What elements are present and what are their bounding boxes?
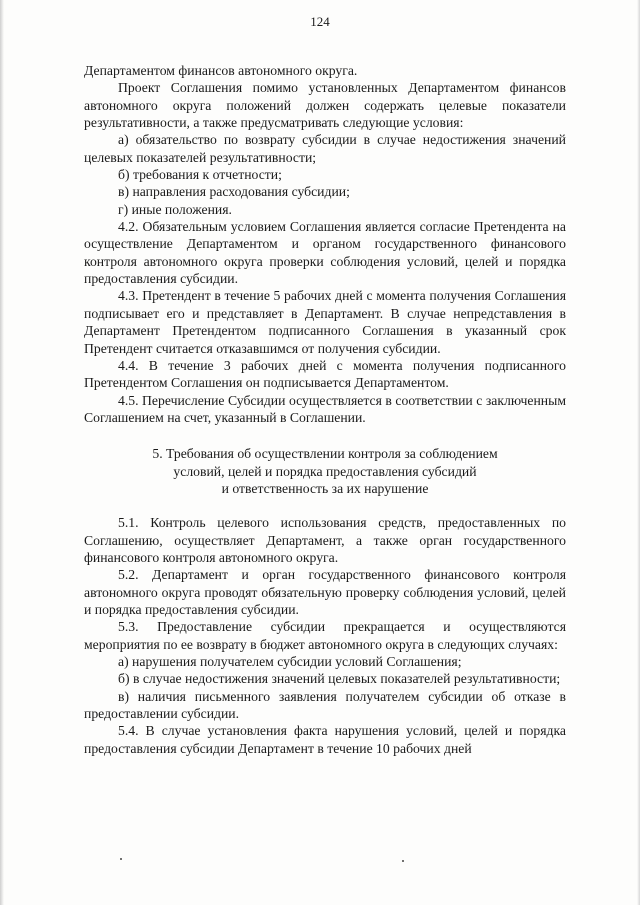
list-item: в) направления расходования субсидии; bbox=[118, 184, 350, 200]
paragraph: 4.4. В течение 3 рабочих дней с момента получения подписанного Претендентом Соглашения он подписывается Департаментом. bbox=[84, 357, 566, 391]
paragraph: 5.2. Департамент и орган государственного финансового контроля автономного округа проводят обязательную проверку соблюдения условий, целей и порядка предоставления субсидии. bbox=[84, 567, 566, 617]
list-item: а) нарушения получателем субсидии условий Соглашения; bbox=[118, 654, 462, 669]
scan-speck bbox=[402, 860, 404, 862]
list-item: а) обязательство по возврату субсидии в случае недостижения значений целевых показателей результативности; bbox=[84, 132, 566, 165]
paragraph: Департаментом финансов автономного округа. bbox=[84, 63, 358, 78]
section-heading-line: 5. Требования об осуществлении контроля за соблюдением bbox=[152, 446, 498, 462]
scan-speck bbox=[120, 858, 122, 860]
paragraph: 5.1. Контроль целевого использования средств, предоставленных по Соглашению, осуществляет Департамент, а также орган государственного финансового контроля автономного округа. bbox=[84, 515, 566, 565]
document-body bbox=[84, 62, 566, 757]
paragraph: 5.3. Предоставление субсидии прекращается и осуществляются мероприятия по ее возврату в бюджет автономного округа в следующих случаях: bbox=[84, 619, 566, 652]
page-number: 124 bbox=[310, 14, 330, 29]
list-item: б) требования к отчетности; bbox=[118, 167, 282, 183]
paragraph: 4.5. Перечисление Субсидии осуществляется в соответствии с заключенным Соглашением на счет, указанный в Соглашении. bbox=[84, 392, 566, 425]
section-heading-line: условий, целей и порядка предоставления субсидий bbox=[173, 463, 477, 479]
list-item: в) наличия письменного заявления получателем субсидии об отказе в предоставлении субсидии. bbox=[84, 688, 566, 722]
paragraphs-bottom bbox=[84, 514, 566, 757]
paragraph: 4.2. Обязательным условием Соглашения является согласие Претендента на осуществление Департаментом и органом государственного финансового контроля автономного округа проверки соблюдения условий, целей и порядка предоставления субсидии. bbox=[84, 219, 566, 287]
section-heading-line: и ответственность за их нарушение bbox=[221, 480, 429, 496]
paragraphs-top bbox=[84, 62, 566, 426]
list-item: б) в случае недостижения значений целевых показателей результативности; bbox=[118, 671, 561, 687]
paragraph: Проект Соглашения помимо установленных Департаментом финансов автономного округа положений должен содержать целевые показатели результативности, а также предусматривать следующие условия: bbox=[84, 80, 566, 131]
list-item: г) иные положения. bbox=[118, 201, 232, 217]
scan-edge-left bbox=[0, 0, 4, 905]
paragraph: 4.3. Претендент в течение 5 рабочих дней с момента получения Соглашения подписывает его и представляет в Департамент. В случае непредставления в Департамент Претендентом подписанного Соглашения в указанный срок Претендент считается отказавшимся от получения субсидии. bbox=[84, 288, 566, 356]
section-heading bbox=[84, 445, 566, 497]
paragraph: 5.4. В случае установления факта нарушения условий, целей и порядка предоставления субсидии Департамент в течение 10 рабочих дней bbox=[84, 723, 566, 756]
